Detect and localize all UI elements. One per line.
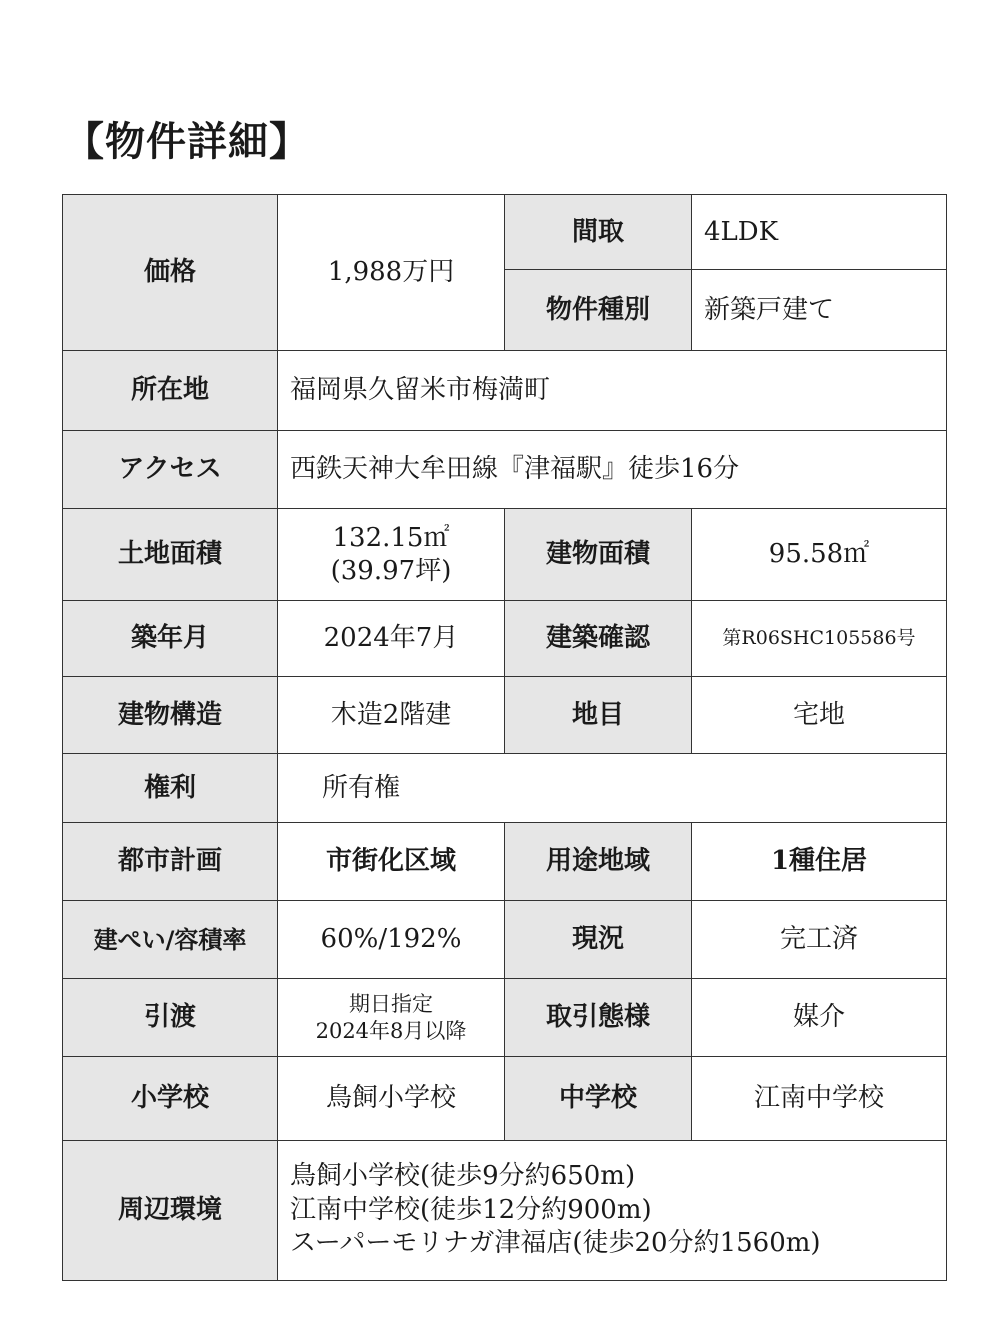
page-title: 【物件詳細】	[64, 119, 310, 165]
access-value: 西鉄天神大牟田線『津福駅』徒歩16分	[278, 431, 947, 509]
rights-label: 権利	[63, 754, 278, 823]
transaction-type-label: 取引態様	[505, 979, 692, 1057]
zoning-label: 用途地域	[505, 823, 692, 901]
elementary-school-value: 鳥飼小学校	[278, 1057, 505, 1141]
price-label: 価格	[63, 195, 278, 351]
land-area-value	[278, 509, 505, 601]
transaction-type-value: 媒介	[692, 979, 947, 1057]
handover-line-2: 2024年8月以降	[315, 1018, 467, 1043]
structure-value: 木造2階建	[278, 677, 505, 754]
zoning-value: 1種住居	[692, 823, 947, 901]
land-area-sqm: 132.15㎡	[332, 523, 450, 553]
property-type-label: 物件種別	[505, 270, 692, 351]
coverage-ratio-value: 60%/192%	[278, 901, 505, 979]
property-details-table	[62, 194, 947, 1281]
building-area-value: 95.58㎡	[692, 509, 947, 601]
built-date-value: 2024年7月	[278, 601, 505, 677]
land-category-value: 宅地	[692, 677, 947, 754]
built-date-label: 築年月	[63, 601, 278, 677]
coverage-ratio-label: 建ぺい/容積率	[63, 901, 278, 979]
land-category-label: 地目	[505, 677, 692, 754]
rights-value: 所有権	[278, 754, 947, 823]
surroundings-label: 周辺環境	[63, 1141, 278, 1281]
land-area-label: 土地面積	[63, 509, 278, 601]
current-status-label: 現況	[505, 901, 692, 979]
surroundings-value	[278, 1141, 947, 1281]
elementary-school-label: 小学校	[63, 1057, 278, 1141]
surroundings-line: スーパーモリナガ津福店(徒歩20分約1560m)	[290, 1228, 821, 1259]
land-area-tsubo: (39.97坪)	[330, 555, 452, 586]
building-permit-label: 建築確認	[505, 601, 692, 677]
property-type-value: 新築戸建て	[692, 270, 947, 351]
structure-label: 建物構造	[63, 677, 278, 754]
city-plan-label: 都市計画	[63, 823, 278, 901]
junior-high-school-value: 江南中学校	[692, 1057, 947, 1141]
layout-label: 間取	[505, 195, 692, 270]
handover-value	[278, 979, 505, 1057]
building-area-label: 建物面積	[505, 509, 692, 601]
address-value: 福岡県久留米市梅満町	[278, 351, 947, 431]
surroundings-line: 江南中学校(徒歩12分約900m)	[290, 1194, 652, 1225]
current-status-value: 完工済	[692, 901, 947, 979]
building-permit-value: 第R06SHC105586号	[692, 601, 947, 677]
access-label: アクセス	[63, 431, 278, 509]
surroundings-line: 鳥飼小学校(徒歩9分約650m)	[290, 1160, 636, 1191]
price-value: 1,988万円	[278, 195, 505, 351]
handover-label: 引渡	[63, 979, 278, 1057]
layout-value: 4LDK	[692, 195, 947, 270]
city-plan-value: 市街化区域	[278, 823, 505, 901]
address-label: 所在地	[63, 351, 278, 431]
handover-line-1: 期日指定	[349, 992, 433, 1017]
junior-high-school-label: 中学校	[505, 1057, 692, 1141]
